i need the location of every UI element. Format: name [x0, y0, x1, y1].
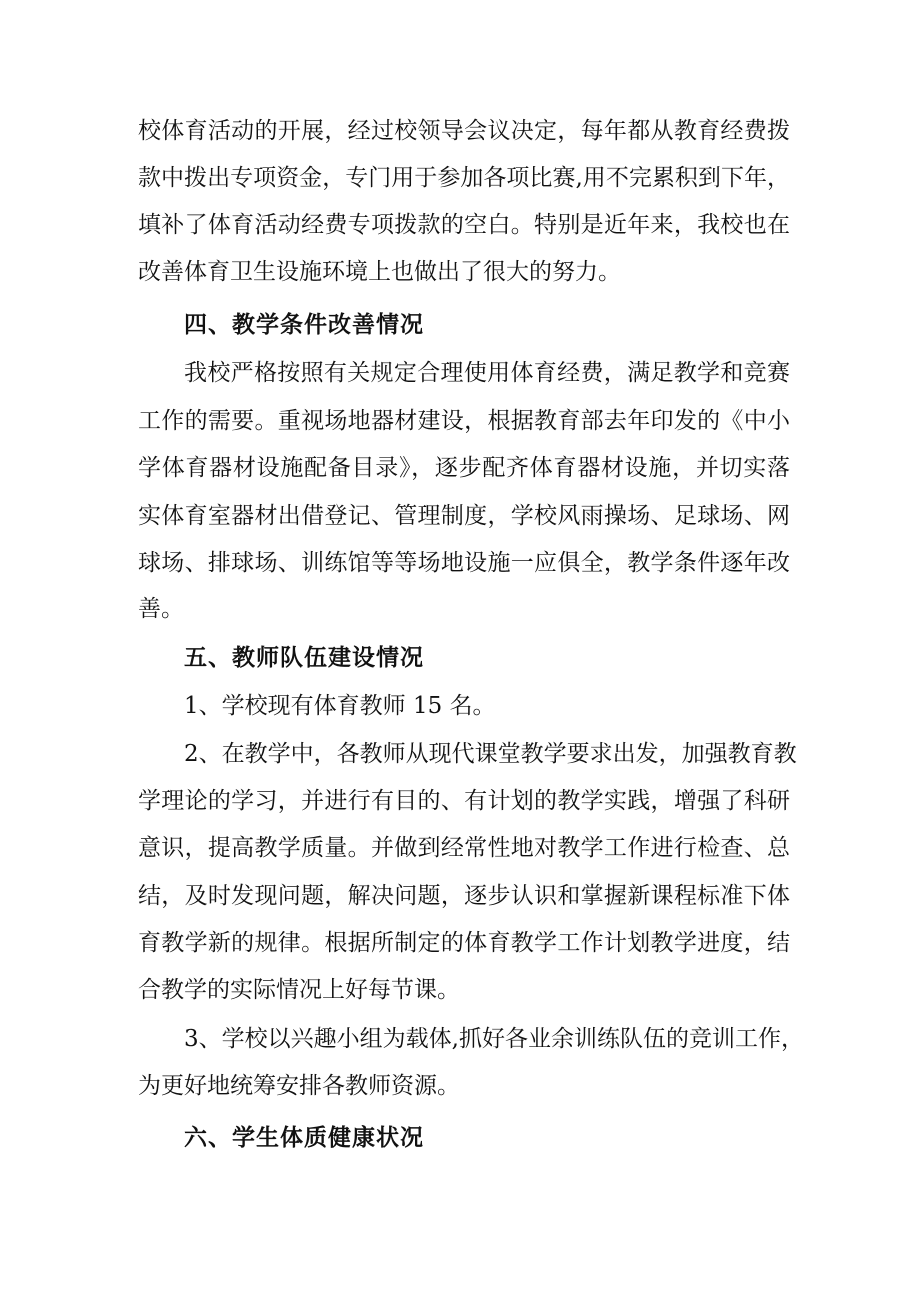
paragraph-line: 意识，提高教学质量。并做到经常性地对教学工作进行检查、总	[138, 835, 790, 861]
paragraph-line: 学体育器材设施配备目录》，逐步配齐体育器材设施，并切实落	[138, 455, 790, 481]
paragraph-line: 善。	[138, 596, 184, 622]
paragraph-line: 校体育活动的开展，经过校领导会议决定，每年都从教育经费拨	[138, 118, 790, 144]
paragraph-line: 合教学的实际情况上好每节课。	[138, 977, 460, 1003]
section-heading-5: 五、教师队伍建设情况	[184, 645, 424, 671]
paragraph-line: 填补了体育活动经费专项拨款的空白。特别是近年来，我校也在	[138, 212, 790, 238]
section-heading-4: 四、教学条件改善情况	[184, 312, 424, 338]
list-item-1: 1、学校现有体育教师 15 名。	[184, 693, 496, 719]
paragraph-line: 育教学新的规律。根据所制定的体育教学工作计划教学进度，结	[138, 930, 790, 956]
paragraph-line: 结，及时发现问题，解决问题，逐步认识和掌握新课程标准下体	[138, 883, 790, 909]
paragraph-line: 2、在教学中，各教师从现代课堂教学要求出发，加强教育教	[184, 741, 797, 767]
paragraph-line: 我校严格按照有关规定合理使用体育经费，满足教学和竞赛	[184, 360, 790, 386]
section-heading-6: 六、学生体质健康状况	[184, 1125, 424, 1151]
paragraph-line: 3、学校以兴趣小组为载体,抓好各业余训练队伍的竞训工作，	[184, 1026, 804, 1052]
paragraph-line: 球场、排球场、训练馆等等场地设施一应俱全，教学条件逐年改	[138, 550, 790, 576]
paragraph-line: 工作的需要。重视场地器材建设，根据教育部去年印发的《中小	[138, 408, 790, 434]
paragraph-line: 学理论的学习，并进行有目的、有计划的教学实践，增强了科研	[138, 788, 790, 814]
paragraph-line: 改善体育卫生设施环境上也做出了很大的努力。	[138, 259, 621, 285]
paragraph-line: 为更好地统筹安排各教师资源。	[138, 1073, 460, 1099]
paragraph-line: 实体育室器材出借登记、管理制度，学校风雨操场、足球场、网	[138, 503, 790, 529]
paragraph-line: 款中拨出专项资金，专门用于参加各项比赛,用不完累积到下年，	[138, 165, 790, 191]
